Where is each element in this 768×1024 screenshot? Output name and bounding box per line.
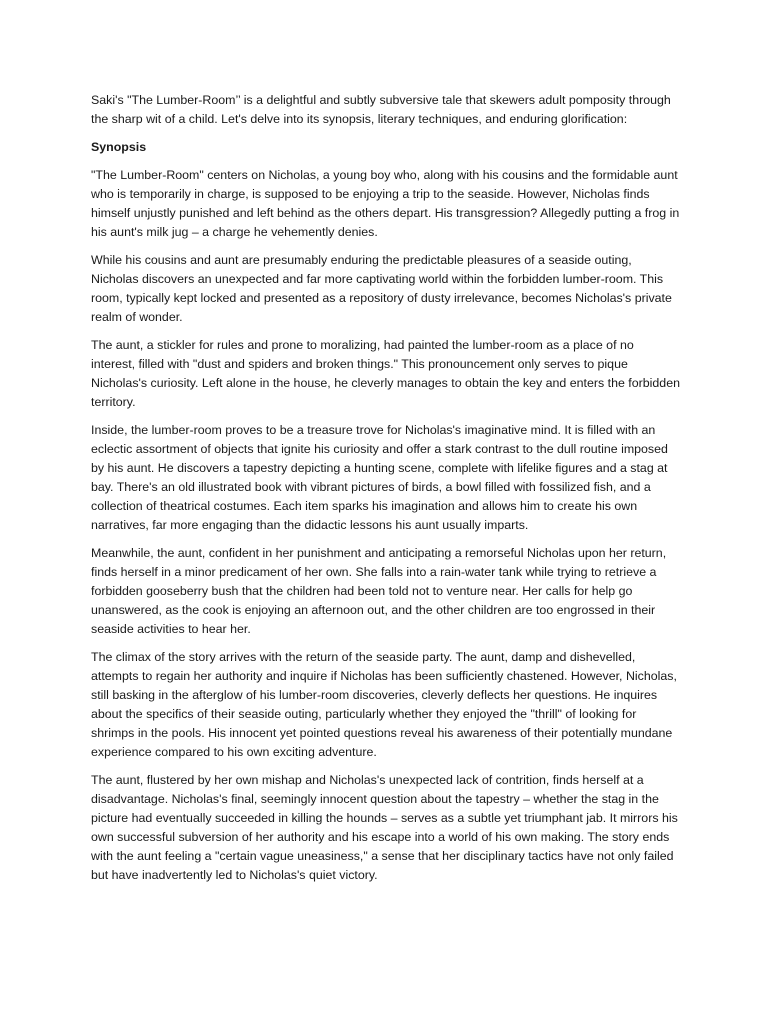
section-heading-synopsis: Synopsis	[91, 140, 147, 154]
synopsis-paragraph-7: The aunt, flustered by her own mishap and Nicholas's unexpected lack of contrition, finds herself at a disadvantage. Nicholas's final, seemingly innocent question about the tapestry – whether the stag in the picture had eventually succeeded in killing the hounds – serves as a subtle yet triumphant jab. It mirrors his own successful subversion of her authority and his escape into a world of his own making. The story ends with the aunt feeling a "certain vague uneasiness," a sense that her disciplinary tactics have not only failed but have inadvertently led to Nicholas's quiet victory.	[91, 773, 678, 882]
synopsis-paragraph-4: Inside, the lumber-room proves to be a treasure trove for Nicholas's imaginative mind. It is filled with an eclectic assortment of objects that ignite his curiosity and offer a stark contrast to the dull routine imposed by his aunt. He discovers a tapestry depicting a hunting scene, complete with lifelike figures and a stag at bay. There's an old illustrated book with vibrant pictures of birds, a bowl filled with fossilized fish, and a collection of theatrical costumes. Each item sparks his imagination and allows him to create his own narratives, far more engaging than the didactic lessons his aunt usually imparts.	[91, 423, 668, 532]
intro-paragraph: Saki's "The Lumber-Room’’ is a delightful and subtly subversive tale that skewers adult pomposity through the sharp wit of a child. Let's delve into its synopsis, literary techniques, and enduring glorification:	[91, 93, 671, 126]
synopsis-paragraph-5: Meanwhile, the aunt, confident in her punishment and anticipating a remorseful Nicholas upon her return, finds herself in a minor predicament of her own. She falls into a rain-water tank while trying to retrieve a forbidden gooseberry bush that the children had been told not to venture near. Her calls for help go unanswered, as the cook is enjoying an afternoon out, and the other children are too engrossed in their seaside activities to hear her.	[91, 546, 667, 636]
synopsis-paragraph-1: "The Lumber-Room" centers on Nicholas, a young boy who, along with his cousins and the formidable aunt who is temporarily in charge, is supposed to be enjoying a trip to the seaside. However, Nicholas finds himself unjustly punished and left behind as the others depart. His transgression? Allegedly putting a frog in his aunt's milk jug – a charge he vehemently denies.	[91, 168, 680, 239]
synopsis-paragraph-3: The aunt, a stickler for rules and prone to moralizing, had painted the lumber-room as a place of no interest, filled with "dust and spiders and broken things." This pronouncement only serves to pique Nicholas's curiosity. Left alone in the house, he cleverly manages to obtain the key and enters the forbidden territory.	[91, 338, 680, 409]
synopsis-paragraph-2: While his cousins and aunt are presumably enduring the predictable pleasures of a seaside outing, Nicholas discovers an unexpected and far more captivating world within the forbidden lumber-room. This room, typically kept locked and presented as a repository of dusty irrelevance, becomes Nicholas's private realm of wonder.	[91, 253, 672, 324]
synopsis-paragraph-6: The climax of the story arrives with the return of the seaside party. The aunt, damp and dishevelled, attempts to regain her authority and inquire if Nicholas has been sufficiently chastened. However, Nicholas, still basking in the afterglow of his lumber-room discoveries, cleverly deflects her questions. He inquires about the specifics of their seaside outing, particularly whether they enjoyed the "thrill" of looking for shrimps in the pools. His innocent yet pointed questions reveal his awareness of their potentially mundane experience compared to his own exciting adventure.	[91, 650, 677, 759]
